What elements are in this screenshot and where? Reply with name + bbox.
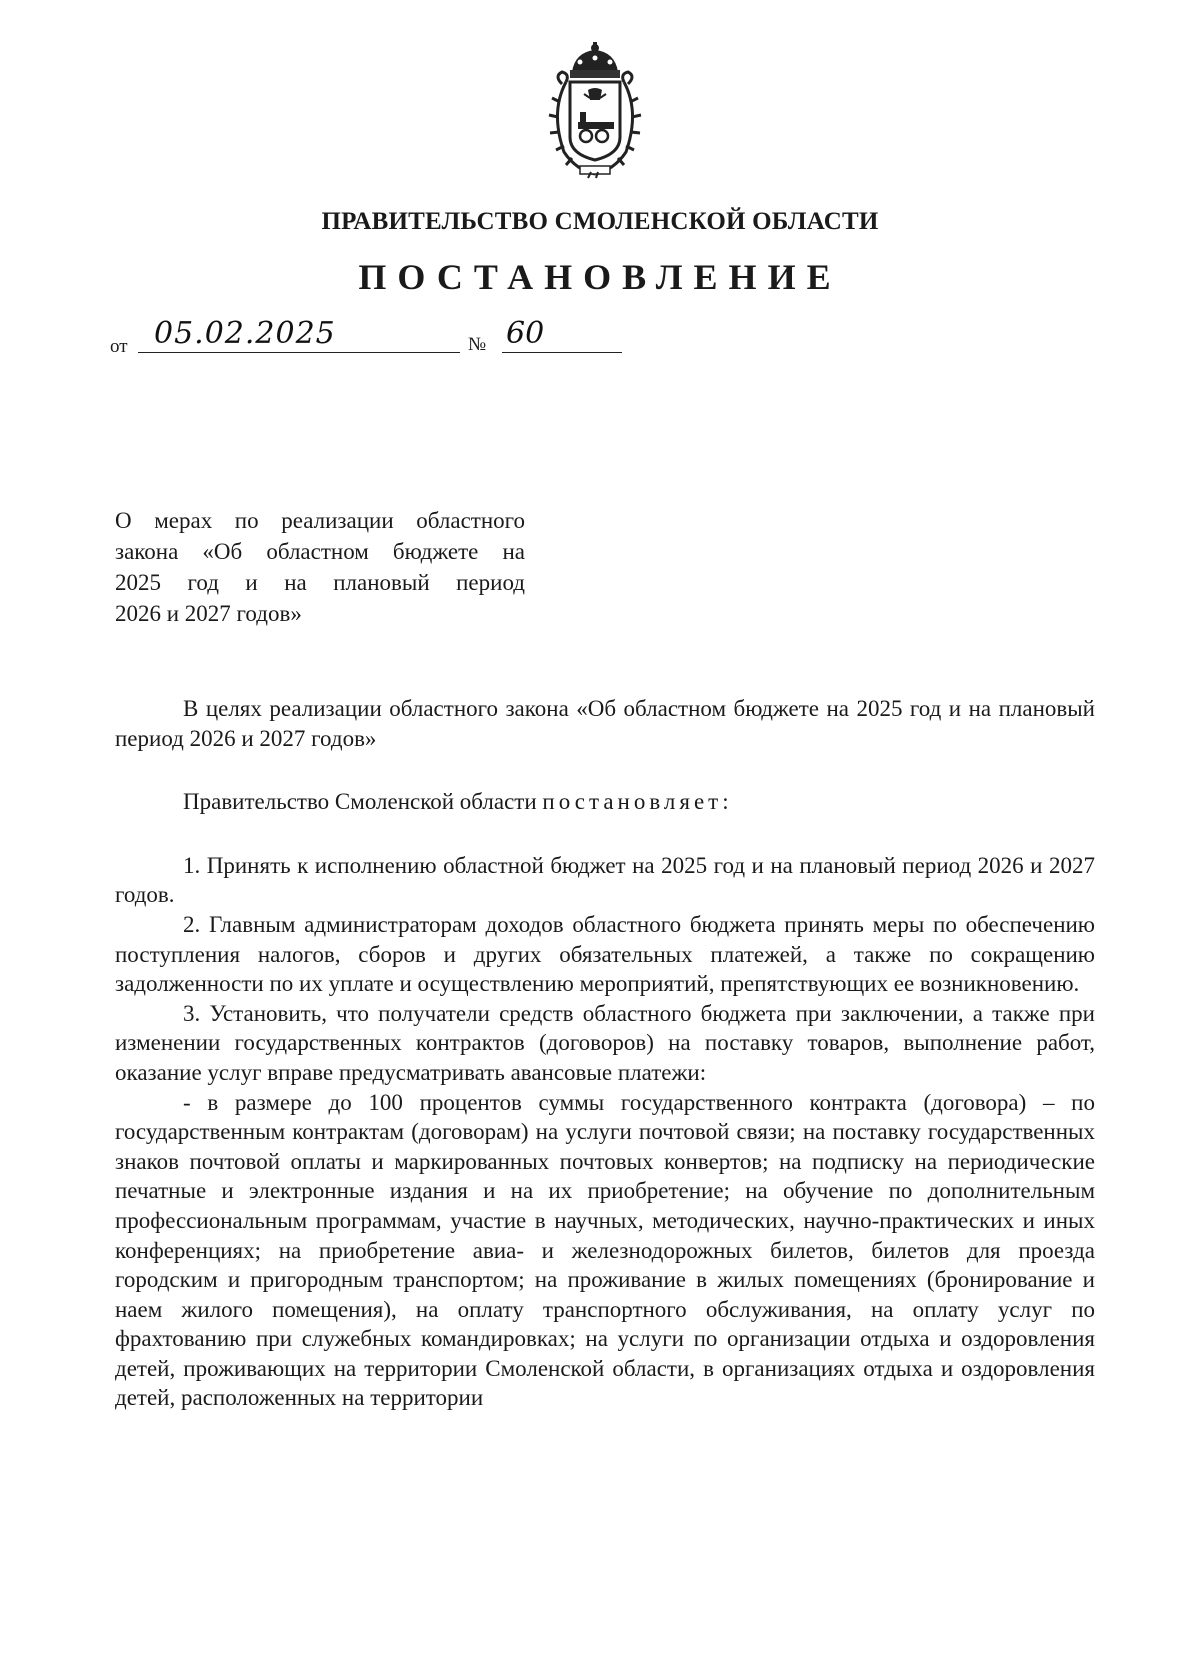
intro-paragraph: В целях реализации областного закона «Об областном бюджете на 2025 год и на плановый период 2026 и 2027 годов» <box>115 696 1095 751</box>
item-paragraph: - в размере до 100 процентов суммы государственного контракта (договора) – по государственным контрактам (договорам) на услуги почтовой связи; на поставку государственных знаков почтовой оплаты и маркированных почтовых конвертов; на подписку на периодические печатные и электронные издания и на их приобретение; на обучение по дополнительным профессиональным программам, участие в научных, методических, научно-практических и иных конференциях; на приобретение авиа- и железнодорожных билетов, билетов для проезда городским и пригородным транспортом; на проживание в жилых помещениях (бронирование и наем жилого помещения), на оплату транспортного обслуживания, на оплату услуг по фрахтованию при служебных командировках; на услуги по организации отдыха и оздоровления детей, проживающих на территории Смоленской области, в организациях отдыха и оздоровления детей, расположенных на территории <box>115 1089 1095 1411</box>
resolves-prefix: Правительство Смоленской области <box>183 789 537 815</box>
subject-line: закона «Об областном бюджете на <box>115 539 525 564</box>
document-body <box>115 694 1095 1413</box>
number-field <box>502 316 622 353</box>
item-paragraph: 3. Установить, что получатели средств областного бюджета при заключении, а также при изменении государственных контрактов (договоров) на поставку товаров, выполнение работ, оказание услуг вправе предусматривать авансовые платежи: <box>115 1000 1095 1085</box>
number-label: № <box>468 334 487 355</box>
document-number: 60 <box>506 316 545 351</box>
coat-of-arms-graphic <box>540 42 650 182</box>
subject-line: 2026 и 2027 годов» <box>115 601 302 626</box>
date-from-label: от <box>110 336 128 357</box>
item-paragraph: 2. Главным администраторам доходов областного бюджета принять меры по обеспечению поступления налогов, сборов и других обязательных платежей, а также по сокращению задолженности по их уплате и осуществлению мероприятий, препятствующих ее возникновению. <box>115 911 1095 997</box>
date-field <box>138 316 460 353</box>
date-number-line <box>110 316 545 362</box>
resolves-word: постановляет: <box>542 789 733 815</box>
document-subject <box>115 505 525 629</box>
document-date: 05.02.2025 <box>154 316 336 351</box>
coat-of-arms-icon <box>540 42 650 182</box>
subject-line: 2025 год и на плановый период <box>115 570 525 595</box>
item-paragraph: 1. Принять к исполнению областной бюджет на 2025 год и на плановый период 2026 и 2027 годов. <box>115 852 1095 908</box>
subject-line: О мерах по реализации областного <box>115 508 525 533</box>
organization-name: ПРАВИТЕЛЬСТВО СМОЛЕНСКОЙ ОБЛАСТИ <box>321 208 879 235</box>
resolves-paragraph <box>115 787 1095 817</box>
document-type-title: ПОСТАНОВЛЕНИЕ <box>358 257 842 297</box>
